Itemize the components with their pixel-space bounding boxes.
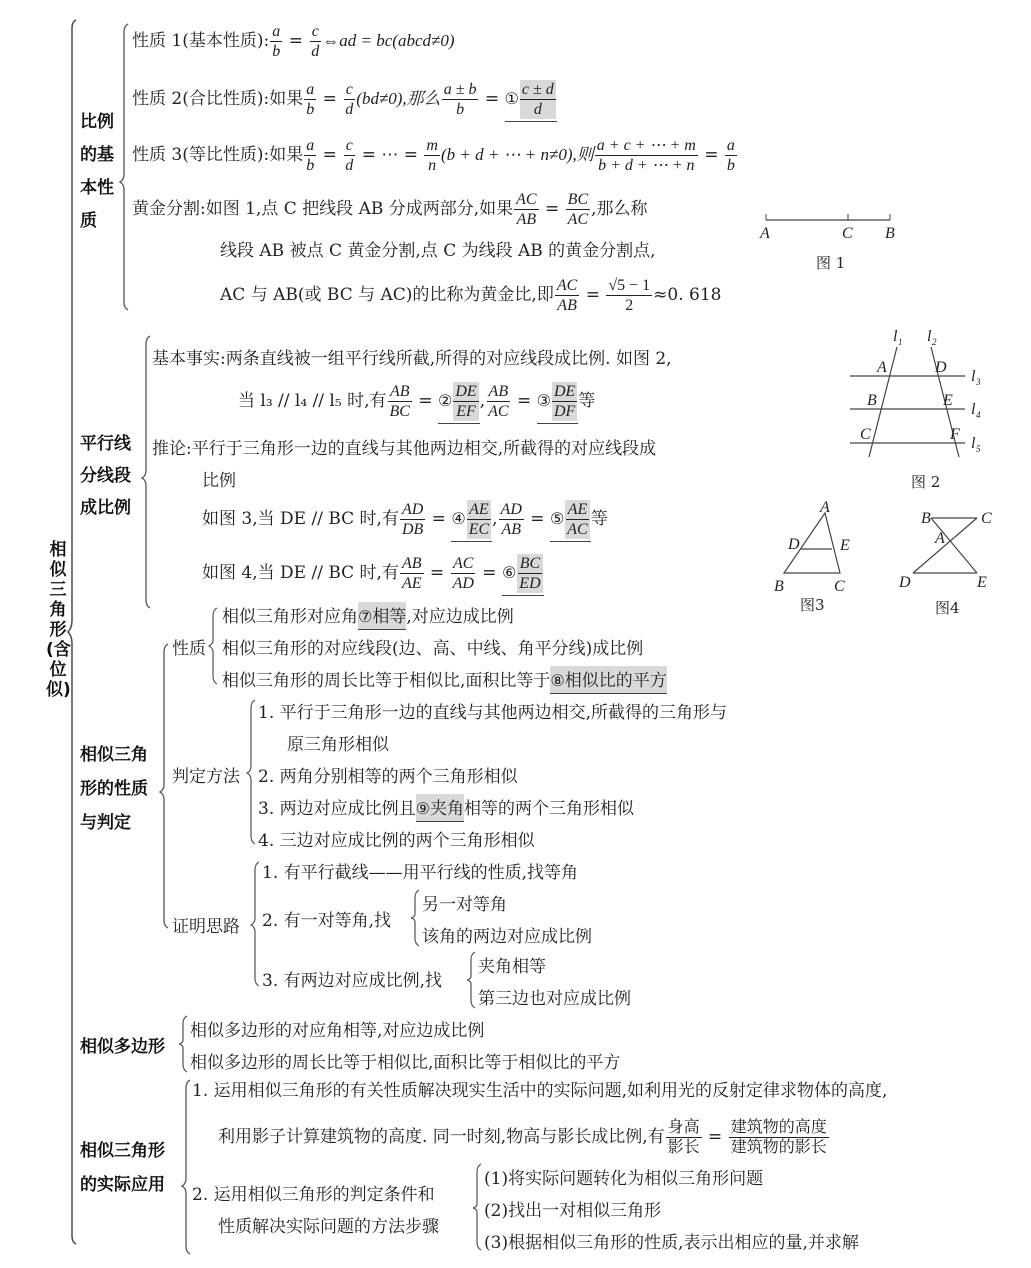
proof-item-2-sub-1: 另一对等角: [422, 895, 507, 915]
figure-4-hourglass: [895, 505, 1005, 620]
proof-item-3-sub-2: 第三边也对应成比例: [478, 989, 631, 1009]
polygon-bracket: [178, 1014, 190, 1074]
svg-text:l: l: [927, 328, 932, 345]
criteria-label: 判定方法: [172, 767, 240, 787]
proof-item-3-bracket: [466, 950, 478, 1010]
svg-text:图4: 图4: [935, 599, 960, 617]
svg-text:5: 5: [976, 444, 981, 454]
section-polygon-label: 相似多边形: [80, 1037, 165, 1057]
svg-text:l: l: [971, 368, 976, 385]
svg-text:A: A: [935, 530, 945, 547]
step-3: (3)根据相似三角形的性质,表示出相应的量,并求解: [484, 1233, 859, 1253]
proof-item-2-sub-2: 该角的两边对应成比例: [422, 927, 592, 947]
section-application-label: 相似三角形的实际应用: [80, 1141, 165, 1195]
answer-4: ④ $\frac{AE}{EC}$: [451, 500, 492, 542]
corollary-line-1: 推论:平行于三角形一边的直线与其他两边相交,所截得的对应线段成: [152, 439, 657, 459]
svg-text:E: E: [840, 537, 850, 554]
svg-text:3: 3: [976, 377, 981, 387]
basic-fact-line-2: 当 l₃ // l₄ // l₅ 时,有 $\frac{AB}{BC}$ = ② $\frac{DE}{EF}$ , $\frac{AB}{AC}$ = ③ $\frac{DE}{DF}$ 等: [238, 382, 595, 424]
svg-text:图 2: 图 2: [911, 473, 941, 491]
golden-line-1: 黄金分割:如图 1,点 C 把线段 AB 分成两部分,如果 $\frac{AC}{AB}$ = $\frac{BC}{AC}$ ,那么称: [132, 191, 648, 228]
svg-text:E: E: [943, 392, 953, 409]
golden-line-3: AC 与 AB(或 BC 与 AC)的比称为黄金比,即 $\frac{AC}{AB}$ = $\frac{√5 - 1}{2}$ ≈0. 618: [220, 277, 722, 314]
svg-text:1: 1: [898, 337, 903, 347]
svg-text:C: C: [834, 578, 845, 595]
svg-text:E: E: [977, 574, 987, 591]
properties-bracket: [208, 606, 220, 686]
svg-text:l: l: [893, 328, 898, 345]
property-item-2: 相似三角形的对应线段(边、高、中线、角平分线)成比例: [222, 639, 644, 659]
section-triangle-label: 相似三角形的性质与判定: [80, 745, 148, 833]
svg-text:D: D: [935, 359, 947, 376]
svg-text:D: D: [899, 574, 911, 591]
steps-bracket: [472, 1162, 484, 1254]
proof-item-2-bracket: [410, 888, 422, 948]
criteria-item-1-cont: 原三角形相似: [287, 735, 389, 755]
svg-text:D: D: [788, 536, 800, 553]
svg-text:C: C: [860, 426, 871, 443]
svg-text:2: 2: [932, 337, 937, 347]
property-3: 性质 3(等比性质):如果 $\frac{a}{b}$ = $\frac{c}{d}$ = ⋯ = $\frac{m}{n}$ (b + d + ⋯ + n≠0),则 $\frac{a + c + \cdots + m}{b + d + \cdots + n}$ = $\frac{a}{b}$: [132, 137, 735, 174]
properties-label: 性质: [172, 639, 206, 659]
criteria-item-2: 2. 两角分别相等的两个三角形相似: [258, 767, 518, 787]
answer-9: ⑨夹角: [416, 794, 464, 822]
basic-fact-line-1: 基本事实:两条直线被一组平行线所截,所得的对应线段成比例. 如图 2,: [152, 349, 672, 369]
section-parallel-label: 平行线分线段成比例: [80, 434, 131, 518]
step-1: (1)将实际问题转化为相似三角形问题: [484, 1169, 764, 1189]
main-title: 相似三角形(含位似): [46, 540, 71, 700]
answer-2: ② $\frac{DE}{EF}$: [438, 382, 480, 424]
application-bracket: [180, 1078, 194, 1258]
golden-line-2: 线段 AB 被点 C 黄金分割,点 C 为线段 AB 的黄金分割点,: [220, 241, 656, 261]
proof-item-3: 3. 有两边对应成比例,找: [262, 971, 443, 991]
figure-3-relation: 如图 3,当 DE // BC 时,有 $\frac{AD}{DB}$ = ④ $\frac{AE}{EC}$ , $\frac{AD}{AB}$ = ⑤ $\frac{AE}{AC}$ 等: [202, 500, 608, 542]
svg-text:B: B: [921, 510, 931, 527]
proportion-bracket: [118, 22, 132, 322]
criteria-item-1: 1. 平行于三角形一边的直线与其他两边相交,所截得的三角形与: [258, 703, 728, 723]
section-proportion-label: 比例的基本性质: [80, 112, 114, 231]
answer-1: ① $\frac{c \pm d}{d}$: [505, 80, 557, 122]
answer-3: ③ $\frac{DE}{DF}$: [537, 382, 579, 424]
figure-3-triangle: [772, 498, 862, 613]
application-item-1-line-1: 1. 运用相似三角形的有关性质解决现实生活中的实际问题,如利用光的反射定律求物体的高度,: [192, 1081, 888, 1101]
application-item-2-line-2: 性质解决实际问题的方法步骤: [218, 1217, 439, 1237]
answer-6: ⑥ $\frac{BC}{ED}$: [502, 554, 544, 596]
answer-7: ⑦相等: [358, 602, 406, 630]
polygon-item-1: 相似多边形的对应角相等,对应边成比例: [190, 1021, 485, 1041]
application-item-2-line-1: 2. 运用相似三角形的判定条件和: [192, 1185, 435, 1205]
svg-text:图 1: 图 1: [816, 254, 846, 272]
svg-text:B: B: [885, 225, 895, 242]
answer-5: ⑤ $\frac{AE}{AC}$: [550, 500, 591, 542]
triangle-bracket: [158, 642, 172, 972]
answer-8: ⑧相似比的平方: [550, 666, 666, 694]
svg-text:A: A: [760, 225, 770, 242]
svg-text:l: l: [971, 401, 976, 418]
svg-text:F: F: [950, 426, 960, 443]
criteria-item-3: 3. 两边对应成比例且⑨夹角相等的两个三角形相似: [258, 794, 634, 822]
svg-text:A: A: [820, 499, 830, 516]
svg-text:4: 4: [976, 410, 981, 420]
figure-4-relation: 如图 4,当 DE // BC 时,有 $\frac{AB}{AE}$ = $\frac{AC}{AD}$ = ⑥ $\frac{BC}{ED}$: [202, 554, 544, 596]
application-item-1-line-2: 利用影子计算建筑物的高度. 同一时刻,物高与影长成比例,有 $\frac{\text{身高}}{\text{影长}}$ = $\frac{\text{建筑物的高度}}{\text{建筑物的影长}}$: [218, 1119, 827, 1156]
property-item-3: 相似三角形的周长比等于相似比,面积比等于⑧相似比的平方: [222, 666, 667, 694]
svg-text:A: A: [877, 359, 887, 376]
proof-item-2: 2. 有一对等角,找: [262, 911, 392, 931]
svg-text:B: B: [867, 392, 877, 409]
step-2: (2)找出一对相似三角形: [484, 1201, 662, 1221]
corollary-line-2: 比例: [202, 471, 236, 491]
polygon-item-2: 相似多边形的周长比等于相似比,面积比等于相似比的平方: [190, 1053, 621, 1073]
proof-item-3-sub-1: 夹角相等: [478, 957, 546, 977]
proof-item-1: 1. 有平行截线——用平行线的性质,找等角: [262, 863, 579, 883]
property-1: 性质 1(基本性质): $\frac{a}{b}$ = $\frac{c}{d}$ ⇔ad = bc(abcd≠0): [132, 23, 455, 60]
figure-2-parallel-lines: [845, 325, 1005, 495]
criteria-bracket: [246, 698, 258, 848]
parallel-bracket: [140, 334, 154, 614]
figure-1-segment: [760, 210, 900, 270]
criteria-item-4: 4. 三边对应成比例的两个三角形相似: [258, 831, 535, 851]
svg-text:l: l: [971, 435, 976, 452]
svg-text:C: C: [981, 510, 992, 527]
svg-text:C: C: [842, 225, 853, 242]
proof-bracket: [250, 860, 262, 990]
svg-text:B: B: [774, 578, 784, 595]
svg-text:图3: 图3: [800, 596, 825, 614]
property-2: 性质 2(合比性质):如果 $\frac{a}{b}$ = $\frac{c}{d}$ (bd≠0),那么 $\frac{a \pm b}{b}$ = ① $\frac{c \pm d}{d}$: [132, 80, 557, 122]
proof-label: 证明思路: [172, 917, 240, 937]
property-item-1: 相似三角形对应角⑦相等,对应边成比例: [222, 602, 514, 630]
